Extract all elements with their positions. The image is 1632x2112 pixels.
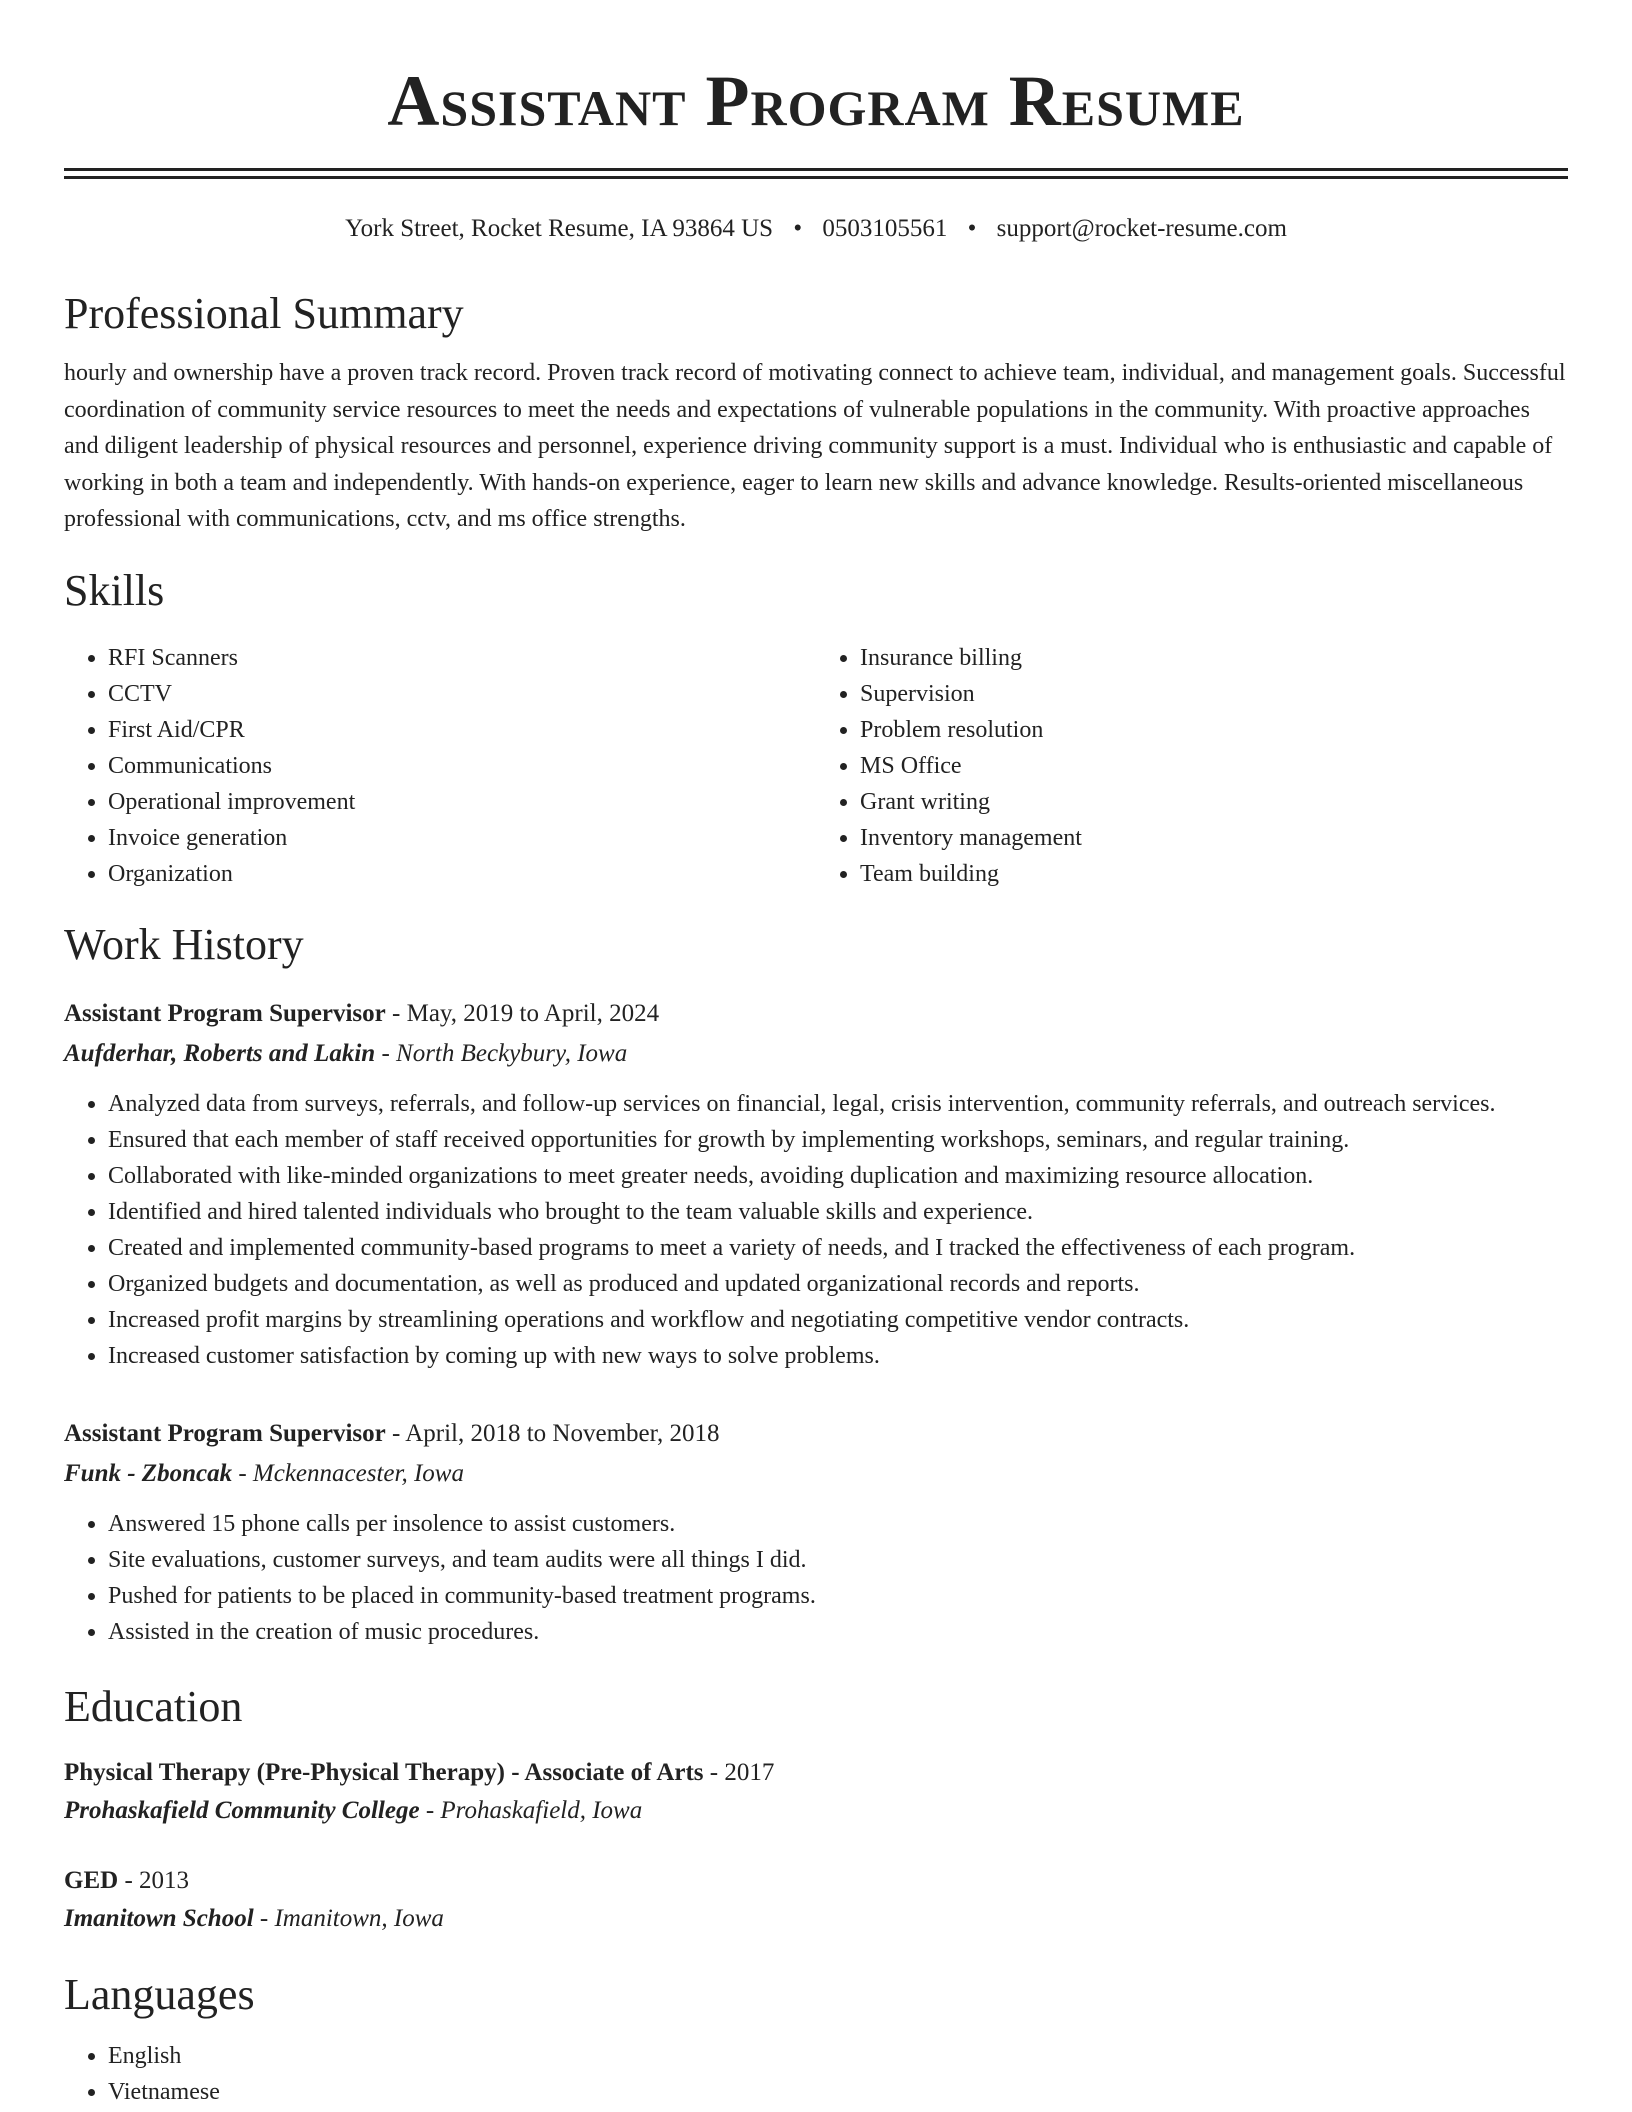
job-dates: - April, 2018 to November, 2018 [385, 1419, 720, 1447]
job-bullet: • Answered 15 phone calls per insolence to assist customers. [108, 1506, 1568, 1542]
job-bullet: • Created and implemented community-based programs to meet a variety of needs, and I tracked the effectiveness of each program. [108, 1230, 1568, 1266]
job-bullet: • Ensured that each member of staff received opportunities for growth by implementing workshops, seminars, and regular training. [108, 1122, 1568, 1158]
job-bullet: • Identified and hired talented individuals who brought to the team valuable skills and experience. [108, 1194, 1568, 1230]
education-entry [64, 1754, 1568, 1830]
job-role-line [64, 1414, 1568, 1454]
title-divider [64, 168, 1568, 179]
skill-item: • MS Office [860, 748, 1568, 784]
job-bullet: • Analyzed data from surveys, referrals, and follow-up services on financial, legal, crisis intervention, community referrals, and outreach services. [108, 1086, 1568, 1122]
skills-list-left [64, 640, 816, 892]
skill-item: • Inventory management [860, 820, 1568, 856]
education-school: Imanitown School [64, 1904, 254, 1932]
education-school: Prohaskafield Community College [64, 1796, 420, 1824]
job-title: Assistant Program Supervisor [64, 1419, 386, 1447]
summary-text: hourly and ownership have a proven track record. Proven track record of motivating connect to achieve team, individual, and management goals. Successful coordination of community service resources to meet the needs and expectations of vulnerable populations in the community. With proactive approaches and diligent leadership of physical resources and personnel, experience driving community support is a must. Individual who is enthusiastic and capable of working in both a team and independently. With hands-on experience, eager to learn new skills and advance knowledge. Results-oriented miscellaneous professional with communications, cctv, and ms office strengths. [64, 360, 1566, 532]
job-bullet: • Pushed for patients to be placed in community-based treatment programs. [108, 1578, 1568, 1614]
job-bullet: • Organized budgets and documentation, as well as produced and updated organizational records and reports. [108, 1266, 1568, 1302]
education-school-line [64, 1900, 1568, 1938]
education-degree: GED [64, 1866, 119, 1894]
skill-item: • Supervision [860, 676, 1568, 712]
education-location: - Prohaskafield, Iowa [419, 1796, 643, 1824]
language-item: • English [108, 2038, 1568, 2074]
languages-list [64, 2038, 1568, 2110]
job-entry [64, 994, 1568, 1374]
education-year: - 2013 [118, 1866, 190, 1894]
skill-item: • RFI Scanners [108, 640, 816, 676]
contact-line [64, 213, 1568, 245]
language-item: • Vietnamese [108, 2074, 1568, 2110]
education-year: - 2017 [703, 1758, 775, 1786]
job-company-line [64, 1454, 1568, 1494]
skill-item: • CCTV [108, 676, 816, 712]
education-heading: Education [64, 1681, 243, 1731]
job-entry [64, 1414, 1568, 1650]
job-bullets [64, 1086, 1568, 1374]
resume-title: Assistant Program Resume [387, 61, 1245, 141]
skills-list-right [816, 640, 1568, 892]
contact-separator: • [793, 215, 803, 242]
job-bullet: • Increased profit margins by streamlining operations and workflow and negotiating competitive vendor contracts. [108, 1302, 1568, 1338]
skill-item: • First Aid/CPR [108, 712, 816, 748]
contact-phone: 0503105561 [822, 215, 948, 242]
skill-item: • Operational improvement [108, 784, 816, 820]
job-bullet: • Assisted in the creation of music procedures. [108, 1614, 1568, 1650]
education-degree-line [64, 1862, 1568, 1900]
summary-heading: Professional Summary [64, 289, 464, 338]
skill-item: • Grant writing [860, 784, 1568, 820]
skill-item: • Team building [860, 856, 1568, 892]
education-location: - Imanitown, Iowa [253, 1904, 444, 1932]
job-bullet: • Site evaluations, customer surveys, and team audits were all things I did. [108, 1542, 1568, 1578]
skills-columns [64, 640, 1568, 892]
contact-address: York Street, Rocket Resume, IA 93864 US [345, 215, 774, 242]
job-company: Aufderhar, Roberts and Lakin [64, 1039, 376, 1067]
skill-item: • Organization [108, 856, 816, 892]
education-school-line [64, 1792, 1568, 1830]
job-role-line [64, 994, 1568, 1034]
skill-item: • Insurance billing [860, 640, 1568, 676]
skill-item: • Communications [108, 748, 816, 784]
contact-separator: • [967, 215, 977, 242]
education-degree: Physical Therapy (Pre-Physical Therapy) - Associate of Arts [64, 1758, 704, 1786]
job-location: - Mckennacester, Iowa [232, 1459, 464, 1487]
job-company-line [64, 1034, 1568, 1074]
education-entry [64, 1862, 1568, 1938]
job-company: Funk - Zboncak [64, 1459, 233, 1487]
skill-item: • Problem resolution [860, 712, 1568, 748]
job-title: Assistant Program Supervisor [64, 999, 386, 1027]
skill-item: • Invoice generation [108, 820, 816, 856]
education-degree-line [64, 1754, 1568, 1792]
job-location: - North Beckybury, Iowa [375, 1039, 628, 1067]
job-bullet: • Collaborated with like-minded organizations to meet greater needs, avoiding duplication and maximizing resource allocation. [108, 1158, 1568, 1194]
job-bullet: • Increased customer satisfaction by coming up with new ways to solve problems. [108, 1338, 1568, 1374]
languages-heading: Languages [64, 1969, 255, 2019]
job-bullets [64, 1506, 1568, 1650]
contact-email[interactable]: support@rocket-resume.com [996, 215, 1287, 242]
skills-heading: Skills [64, 565, 165, 615]
work-history-heading: Work History [64, 919, 304, 969]
job-dates: - May, 2019 to April, 2024 [385, 999, 660, 1027]
